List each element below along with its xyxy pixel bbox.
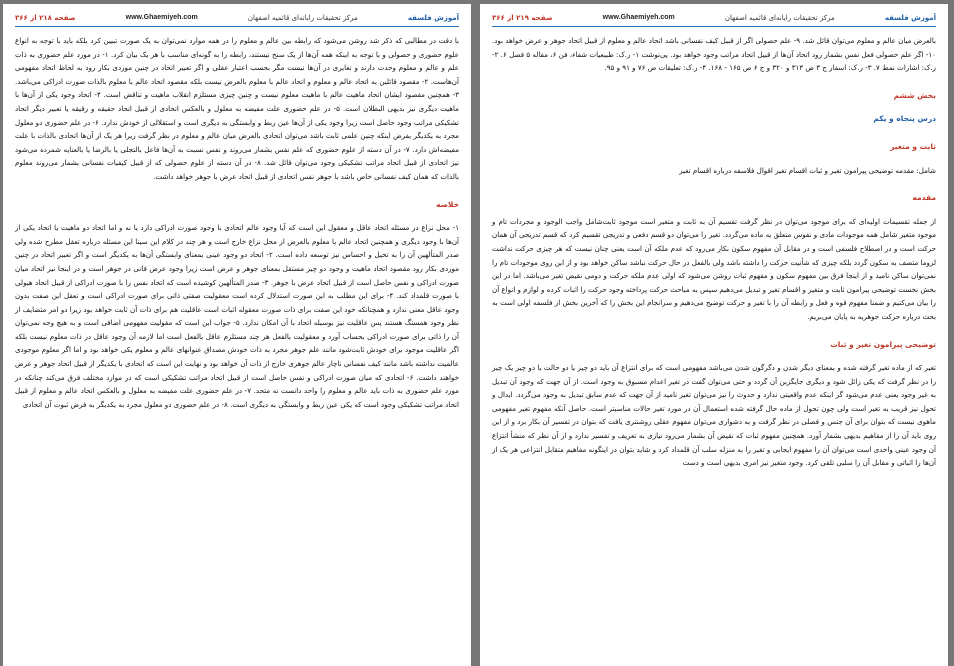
publisher-name: مرکز تحقیقات رایانه‌ای قائمیه اصفهان bbox=[247, 14, 358, 22]
explanation-heading: توضیحی پیرامون تغیر و ثبات bbox=[830, 339, 936, 349]
page-219 bbox=[480, 4, 948, 666]
subject-heading: ثابت و متغیر bbox=[890, 141, 936, 151]
part-heading: بخش ششم bbox=[893, 90, 936, 100]
page-body bbox=[492, 34, 936, 470]
page-header bbox=[15, 12, 459, 27]
intro-heading: مقدمه bbox=[912, 193, 936, 203]
publisher-name: مرکز تحقیقات رایانه‌ای قائمیه اصفهان bbox=[724, 14, 835, 22]
paragraph: بالعرض میان عالم و معلوم می‌توان قائل شد. ۹- علم حصولی اگر از قبیل کیف نفسانی باشد اتحاد عالم و معلوم از قبیل اتحاد جوهر و عرض خواهد بود. ۱۰- اگر علم حصولی فعل نفس بشمار رود اتحاد آن‌ها از قبیل اتحاد مراتب وجود خواهد بود. پی‌نوشت ۱- ر.ک: طبیعیات شفاء، فن ۶، مقاله ۵ فصل ۶. ۲- ر.ک: اشارات نمط ۷. ۳- ر.ک: اسفار ج ۳ ص ۳۱۳ و ۳۲۰ و ج ۶ ص ۱۶۵ - ۱۶۸. ۴- ر.ک: تعلیقات ص ۷۶ و ۹۱ و ۹۵. bbox=[492, 36, 936, 73]
lesson-heading: درس پنجاه و یکم bbox=[873, 114, 936, 124]
paragraph: ۱- محل نزاع در مسئله اتحاد عاقل و معقول این است که آیا وجود عالم اتحادی با وجود صورت ادراکی دارد یا نه و اما اتحاد دو ماهیت یا اتحاد یکی از آن‌ها با وجود دیگری و همچنین اتحاد عالم با معلوم بالعرض از محل نزاع خارج است و هر چند در کلام این سینا این مسئله درباره تعقل مطرح شده ولی صدر المتألهین آن را به تخیل و احساس نیز توسعه داده است. ۲- اتحاد دو وجود عینی بمعنای وابستگی آن‌ها به یکدیگر است و اگر تعبیر اتحاد در چنین موردی بکار رود مقصود اتحاد ماهیت و وجود دو چیز مستقل بمعنای جوهر و عرض است زیرا وجود عرض فانی در جوهر است و در اینجا نیز اتحاد میان صورت ادراکی و نفس حاصل است از قبیل اتحاد عرض با جوهر. ۳- صدر المتألهین کوشیده است که اتحاد نفس را با صورت ادراکی از قبیل اتحاد هیولی با صورت قلمداد کند. ۴- برای این مطلب به این صورت استدلال کرده است معقولیت صفتی ذاتی برای صورت ادراکی است و تعقل این صفت بدون وجود عاقل معنی ندارد و همچنانکه خود این صفت برای ذات صورت معقوله اثبات است عاقلیت هم برای ذات آن ثابت خواهد بود زیرا دو امر متضایف از نظر وجود همسنگ هستند پس عاقلیت نیز بوسیله اتحاد با آن امکان ندارد. ۵- جواب این است که مقولیت مفهومی اضافی است و به هیچ وجه نمی‌توان آن را ذاتی برای صورت ادراکی بحساب آورد و معقولیت بالفعل هر چند مستلزم عاقل بالفعل است اما لازمه آن وجود عاقل در ذات معلوم نیست بلکه اگر عاقلیت موجود برای خودش ثابت‌شود مانند علم جوهر مجرد به ذات خودش مصداق عنوانهای عالم و معلوم یکی خواهد بود و اما اگر معلوم موجودی عالمیت نداشته باشد مانند کیف نفسانی ناچار عالم جوهری خارج از ذات آن خواهد بود و نهایت این است که اتحادی با یکدیگر از قبیل اتحاد جوهر و عرض خواهند داشت. ۶- اتحادی که میان صورت ادراکی و نفس حاصل است از قبیل اتحاد مراتب تشکیکی است که در موارد مختلف فرق می‌کند چنانکه در مورد علم حضوری به ذات باید عالم و معلوم را واحد دانست نه متحد. ۷- در علم حضوری علت مفیضه به معلول و بالعکس اتحاد عالم و معلوم از قبیل اتحاد مراتب تشکیکی وجود است که یکی عین ربط و وابستگی به دیگری است. ۸- در علم حضوری دو معلول مجرد به یکدیگر به فرض ثبوت آن اتحادی bbox=[15, 223, 460, 409]
website-link[interactable]: www.Ghaemiyeh.com bbox=[125, 14, 198, 21]
contents-line: شامل: مقدمه توضیحی پیرامون تغیر و ثبات اقسام تغیر اقوال فلاسفه درباره اقسام تغیر bbox=[679, 165, 936, 175]
paragraph: از جمله تقسیمات اولیه‌ای که برای موجود می‌توان در نظر گرفت تقسیم آن به ثابت و متغیر است موجود ثابت‌شامل واجب الوجود و مجردات تام و موجود متغیر شامل همه موجودات مادی و نفوس متعلق به ماده می‌گردد. تغیر را می‌توان دو قسم دفعی و تدریجی تقسیم کرد که قسم تدریجی آن همان حرکت است و در اصطلاح فلسفی است و در مقابل آن مفهوم سکون بکار می‌رود که عدم ملکه آن است یعنی چنان نیست که هر چیزی حرکت نداشت لزوما متصف به سکون گردد بلکه چیزی که شأنیت حرکت را داشته باشد ولی بالفعل در حال حرکت نباشد ساکن خواهد بود و از این روی موجودات تام را نمی‌توان ساکن نامید و از اینجا فرق بین مفهوم سکون و مفهوم ثبات روشن می‌شود که اولی عدم ملکه حرکت و دومی نقیض تغیر می‌باشد. اما در این بخش نخست توضیحی پیرامون ثابت و متغیر و اقسام تغیر و تبدیل می‌دهیم سپس به مباحث حرکت پرداخته وجود حرکت را اثبات کرده و لوازم و انواع آن را بیان می‌کنیم و ضمنا مفهوم قوه و فعل و رابطه آن را با تغیر و حرکت توضیح می‌دهیم و سرانجام این بخش را که آخرین بخش از فلسفه اولی است به بحث درباره حرکت جوهریه به پایان می‌بریم. bbox=[492, 216, 936, 321]
website-link[interactable]: www.Ghaemiyeh.com bbox=[602, 14, 675, 21]
book-title: آموزش فلسفه bbox=[884, 14, 936, 22]
page-header bbox=[492, 12, 936, 27]
book-title: آموزش فلسفه bbox=[407, 14, 459, 22]
paragraph: تغیر که از ماده تغیر گرفته شده و بمعنای دیگر شدن و دگرگون شدن می‌باشد مفهومی است که برای انتزاع آن باید دو چیز یا دو حالت یا دو چیز یک چیز را در نظر گرفت که یکی زائل شود و دیگری جایگزین آن گردد و حتی می‌توان گفت در تغیر اعدام مسبوق به وجود است. از آن جهت که وجود آن تبدیل به غیر وجود یعنی عدم می‌شود گر اینکه عدم واقعیتی ندارد و حدوث را نیز می‌توان تغیر نامید از آن جهت که عدم سابق تبدیل به وجود می‌گردد. ابدال و تحول نیز قریب به تغیر است ولی چون تحول از ماده حال گرفته شده استعمال آن در مورد تغیر حالات مناسبتر است. حاصل آنکه مفهوم تغیر مفهومی ماهوی نیست که بتوان برای آن جنس و فصلی در نظر گرفت و به دشواری می‌توان مفهوم عقلی روشنتری یافت که بتوان در تفسیر آن بکار برد و از این روی باید آن را از مفاهیم بدیهی بشمار آورد. همچنین مفهوم ثبات که نقیض آن بشمار می‌رود نیازی به تعریف و تفسیر ندارد و از آن نظر که منشأ انتزاع آن وجود عینی واحدی است می‌توان آن را مفهوم ایجابی و تغیر را به منزله سلب آن قلمداد کرد و شاید بتوان در اینگونه مفاهیم متقابل انتزاعی هر یک از آن‌ها را اثباتی و مقابل آن را سلبی تلقی کرد. وجود متغیر نیز امری بدیهی است و دست bbox=[492, 363, 936, 468]
page-number: صفحه ۲۱۹ از ۳۶۶ bbox=[492, 14, 553, 22]
page-number: صفحه ۲۱۸ از ۳۶۶ bbox=[15, 14, 76, 22]
page-218 bbox=[3, 4, 471, 666]
section-heading-summary: خلاصه bbox=[436, 199, 459, 209]
paragraph: با دقت در مطالبی که ذکر شد روشن می‌شود که رابطه بین عالم و معلوم را در همه موارد نمی‌توان به یک صورت تبیین کرد بلکه باید با توجه به انواع علوم حضوری و حصولی و با توجه به اینکه همه آن‌ها از یک سنخ نیستند، رابطه را به گونه‌ای مناسب با هر یک بیان کرد. ۱- در مورد علم حضوری به ذات علم و عالم و معلوم وحدت دارند و تغایری در آن‌ها نیست مگر بحسب اعتبار عقلی و اگر تعبیر اتحاد در چنین موردی بکار رود به لحاظ اتحاد مفهومی آن‌هاست. ۲- مقصود قائلین به اتحاد عالم و معلوم و اتحاد عالم با معلوم بالعرض نیست بلکه مقصود اتحاد عالم با معلوم بالذات صورت ادراکی می‌باشد. ۳- همچنین مقصود ایشان اتحاد ماهیت عالم با ماهیت معلوم نیست و چنین چیزی مستلزم انقلاب ماهیت و تناقض است. ۴- اتحاد وجود یکی از آن‌ها با ماهیت دیگری نیز بدیهی البطلان است. ۵- در علم حضوری علت مفیضه به معلول و بالعکس اتحادی از قبیل اتحاد حقیقه و رقیقه یا تعبیر دیگر اتحاد تشکیکی مراتب وجود حاصل است زیرا وجود یکی از آن‌ها عین ربط و وابستگی به دیگری است و استقلالی از خودش ندارد. ۶- در علم حضوری دو معلول مجرد به یکدیگر بفرض اینکه چنین علمی ثابت باشد می‌توان اتحادی بالعرض میان عالم و معلوم در نظر گرفت زیرا هر یک از آن‌ها اتحادی بالذات با علت مفیضه‌اش دارد. ۷- در آن دسته از علوم حضوری که علم نفس بشمار می‌روند و نفس نسبت به آن‌ها فاعل بالتجلی یا بالرضا یا بالعنایه شمرده می‌شود نیز اتحادی از قبیل اتحاد مراتب تشکیکی وجود می‌توان قائل شد. ۸- در آن دسته از علوم حصولی که از قبیل کیفیات نفسانی بشمار می‌روند معلوم بالذات که همان کیف نفسانی خاص باشد با جوهر نفس اتحادی از قبیل اتحاد عرض با جوهر خواهد داشت. bbox=[15, 36, 460, 181]
page-body bbox=[15, 34, 459, 411]
